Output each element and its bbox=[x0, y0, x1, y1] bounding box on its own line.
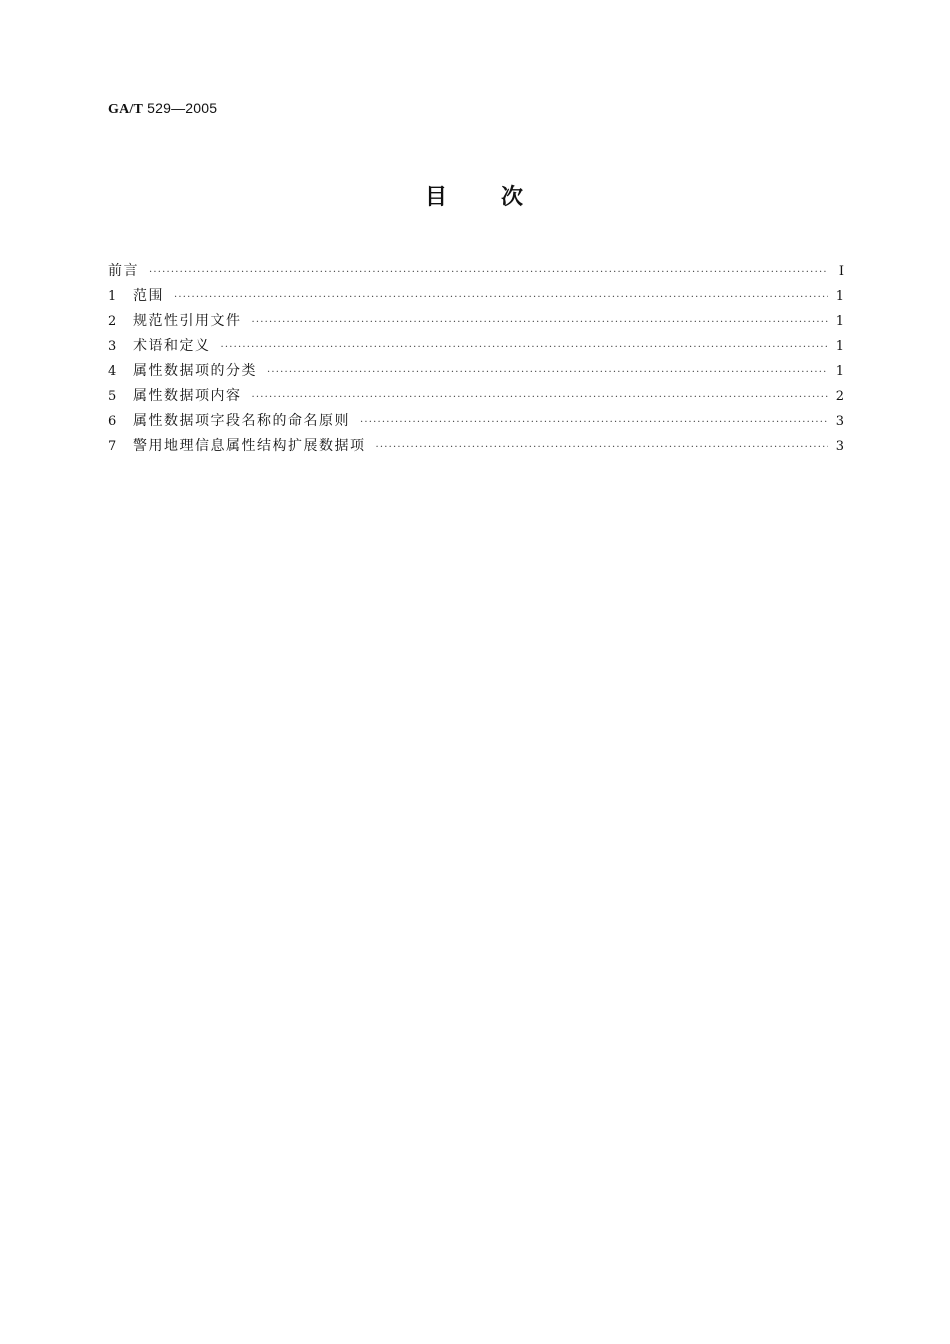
toc-leader-dots bbox=[267, 360, 828, 385]
toc-entry-number: 4 bbox=[108, 364, 117, 379]
toc-entry-page: 1 bbox=[835, 364, 844, 379]
toc-entry-page: I bbox=[838, 264, 844, 279]
toc-entry-2[interactable] bbox=[108, 309, 844, 334]
toc-entry-page: 2 bbox=[835, 389, 844, 404]
toc-entry-1[interactable] bbox=[108, 284, 844, 309]
toc-leader-dots bbox=[376, 435, 829, 460]
toc-entry-3[interactable] bbox=[108, 334, 844, 359]
toc-leader-dots bbox=[252, 310, 829, 335]
standard-prefix: GA/T bbox=[108, 102, 144, 117]
toc-entry-number: 3 bbox=[108, 339, 117, 354]
toc-entry-title: 警用地理信息属性结构扩展数据项 bbox=[133, 438, 366, 454]
toc-entry-foreword[interactable] bbox=[108, 259, 844, 284]
toc-leader-dots bbox=[174, 285, 828, 310]
title-char-2: 次 bbox=[501, 185, 526, 210]
toc-leader-dots bbox=[221, 335, 829, 360]
toc-entry-7[interactable] bbox=[108, 434, 844, 459]
toc-entry-page: 1 bbox=[835, 314, 844, 329]
toc-entry-title: 范围 bbox=[133, 288, 164, 304]
toc-entry-page: 3 bbox=[835, 414, 844, 429]
standard-number: 529—2005 bbox=[147, 100, 218, 116]
toc-entry-number: 2 bbox=[108, 314, 117, 329]
toc-entry-number: 7 bbox=[108, 439, 117, 454]
toc-entry-number: 6 bbox=[108, 414, 117, 429]
toc-leader-dots bbox=[149, 260, 828, 285]
toc-entry-title: 属性数据项的分类 bbox=[133, 363, 257, 379]
toc-entry-title: 属性数据项内容 bbox=[133, 388, 242, 404]
table-of-contents bbox=[108, 259, 844, 459]
toc-entry-5[interactable] bbox=[108, 384, 844, 409]
toc-leader-dots bbox=[252, 385, 829, 410]
toc-entry-4[interactable] bbox=[108, 359, 844, 384]
toc-entry-page: 3 bbox=[835, 439, 844, 454]
toc-entry-title: 规范性引用文件 bbox=[133, 313, 242, 329]
standard-code bbox=[108, 100, 217, 118]
toc-entry-title: 前言 bbox=[108, 263, 139, 279]
toc-entry-title: 属性数据项字段名称的命名原则 bbox=[133, 413, 350, 429]
toc-entry-number: 5 bbox=[108, 389, 117, 404]
toc-entry-title: 术语和定义 bbox=[133, 338, 211, 354]
toc-entry-number: 1 bbox=[108, 289, 117, 304]
title-char-1: 目 bbox=[424, 185, 449, 210]
toc-entry-page: 1 bbox=[835, 339, 844, 354]
toc-entry-6[interactable] bbox=[108, 409, 844, 434]
toc-entry-page: 1 bbox=[835, 289, 844, 304]
toc-leader-dots bbox=[360, 410, 828, 435]
page-title bbox=[0, 180, 950, 211]
